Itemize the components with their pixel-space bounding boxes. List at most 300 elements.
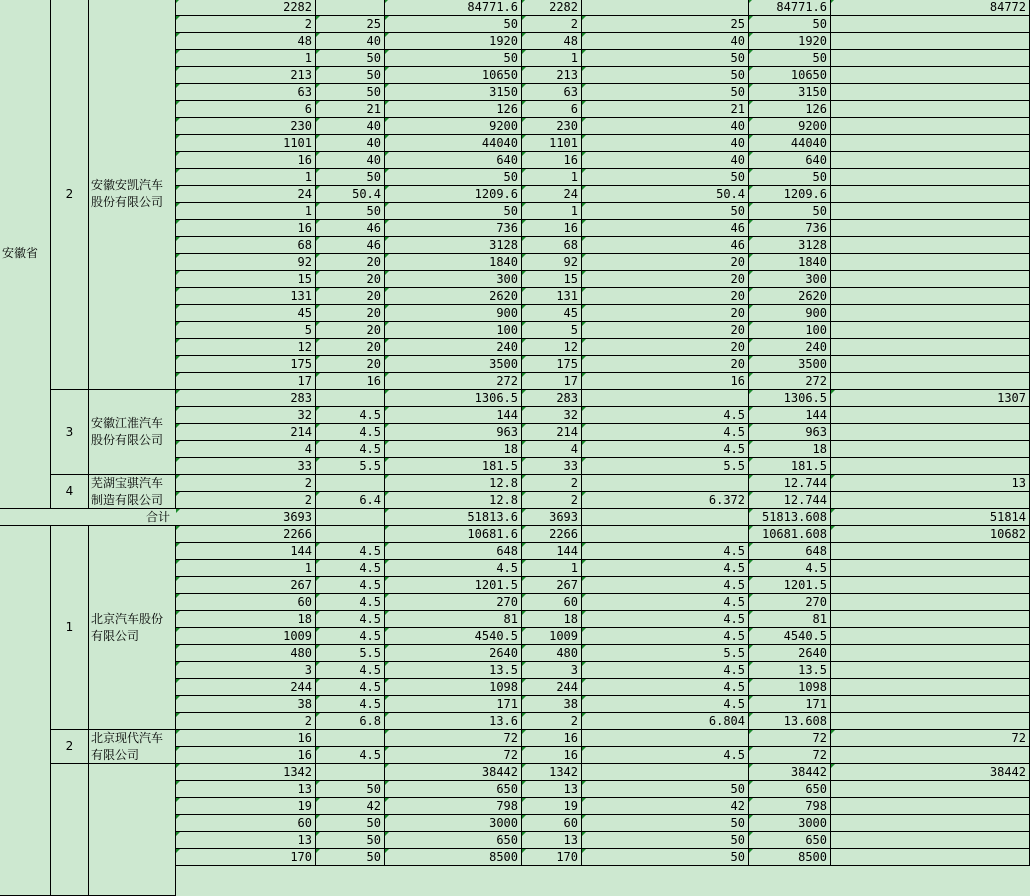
data-cell[interactable]: 48 [522,33,582,50]
subtotal-cell[interactable] [316,764,385,781]
data-cell[interactable]: 50 [316,815,385,832]
data-cell[interactable]: 6 [176,101,316,118]
data-cell[interactable]: 13.608 [749,713,831,730]
data-cell[interactable]: 300 [749,271,831,288]
data-cell[interactable] [831,152,1030,169]
data-cell[interactable]: 50.4 [582,186,749,203]
data-cell[interactable]: 18 [749,441,831,458]
data-cell[interactable]: 1 [522,203,582,220]
subtotal-cell[interactable] [582,526,749,543]
seq-cell[interactable]: 4 [51,475,89,509]
total-cell-5[interactable] [582,509,749,526]
data-cell[interactable]: 2640 [749,645,831,662]
data-cell[interactable]: 50 [385,203,522,220]
data-cell[interactable]: 12.744 [749,492,831,509]
subtotal-cell[interactable] [316,526,385,543]
data-cell[interactable]: 5.5 [582,458,749,475]
data-cell[interactable]: 270 [385,594,522,611]
data-cell[interactable]: 4.5 [316,441,385,458]
data-cell[interactable]: 175 [176,356,316,373]
data-cell[interactable]: 4.5 [582,594,749,611]
data-cell[interactable]: 63 [522,84,582,101]
data-cell[interactable]: 3 [522,662,582,679]
data-cell[interactable]: 13 [522,832,582,849]
subtotal-cell[interactable]: 1307 [831,390,1030,407]
data-cell[interactable]: 50 [582,50,749,67]
data-cell[interactable] [831,169,1030,186]
data-cell[interactable]: 72 [385,747,522,764]
data-cell[interactable]: 4.5 [582,424,749,441]
data-cell[interactable]: 126 [749,101,831,118]
data-cell[interactable]: 46 [316,237,385,254]
data-cell[interactable]: 4.5 [582,441,749,458]
data-cell[interactable]: 2 [176,713,316,730]
data-cell[interactable] [831,118,1030,135]
data-cell[interactable]: 2 [522,492,582,509]
data-cell[interactable]: 640 [749,152,831,169]
data-cell[interactable]: 736 [749,220,831,237]
subtotal-cell[interactable] [582,390,749,407]
data-cell[interactable]: 175 [522,356,582,373]
data-cell[interactable]: 6.804 [582,713,749,730]
data-cell[interactable]: 4.5 [582,628,749,645]
data-cell[interactable]: 42 [582,798,749,815]
data-cell[interactable] [831,662,1030,679]
subtotal-cell[interactable] [316,475,385,492]
data-cell[interactable]: 4.5 [582,543,749,560]
data-cell[interactable]: 170 [522,849,582,866]
data-cell[interactable]: 18 [522,611,582,628]
data-cell[interactable]: 24 [522,186,582,203]
data-cell[interactable] [831,50,1030,67]
data-cell[interactable]: 68 [522,237,582,254]
company-cell[interactable] [89,764,176,896]
data-cell[interactable] [831,679,1030,696]
subtotal-cell[interactable] [582,475,749,492]
data-cell[interactable]: 3000 [385,815,522,832]
data-cell[interactable] [831,832,1030,849]
data-cell[interactable]: 1 [522,560,582,577]
data-cell[interactable]: 4.5 [316,628,385,645]
data-cell[interactable]: 20 [316,271,385,288]
data-cell[interactable]: 4.5 [316,424,385,441]
data-cell[interactable] [831,713,1030,730]
data-cell[interactable]: 45 [176,305,316,322]
data-cell[interactable]: 50 [316,781,385,798]
data-cell[interactable] [831,305,1030,322]
data-cell[interactable] [831,373,1030,390]
data-cell[interactable]: 6.4 [316,492,385,509]
data-cell[interactable]: 4.5 [582,696,749,713]
data-cell[interactable]: 213 [176,67,316,84]
data-cell[interactable]: 50 [316,832,385,849]
data-cell[interactable]: 18 [385,441,522,458]
data-cell[interactable] [831,458,1030,475]
data-cell[interactable]: 4.5 [582,407,749,424]
data-cell[interactable]: 25 [316,16,385,33]
data-cell[interactable]: 3128 [385,237,522,254]
seq-cell[interactable]: 2 [51,0,89,390]
data-cell[interactable]: 33 [176,458,316,475]
data-cell[interactable]: 4 [522,441,582,458]
data-cell[interactable]: 16 [582,373,749,390]
data-cell[interactable]: 40 [582,152,749,169]
company-cell[interactable]: 北京现代汽车有限公司 [89,730,176,764]
data-cell[interactable]: 1201.5 [385,577,522,594]
data-cell[interactable]: 25 [582,16,749,33]
data-cell[interactable]: 50 [385,50,522,67]
subtotal-cell[interactable]: 38442 [749,764,831,781]
data-cell[interactable]: 10650 [385,67,522,84]
data-cell[interactable]: 144 [385,407,522,424]
data-cell[interactable]: 1098 [749,679,831,696]
data-cell[interactable]: 4 [176,441,316,458]
data-cell[interactable] [831,798,1030,815]
data-cell[interactable]: 1 [176,203,316,220]
subtotal-cell[interactable]: 12.744 [749,475,831,492]
data-cell[interactable]: 20 [582,271,749,288]
data-cell[interactable]: 3150 [385,84,522,101]
data-cell[interactable]: 4.5 [316,696,385,713]
data-cell[interactable]: 20 [316,305,385,322]
subtotal-cell[interactable]: 10682 [831,526,1030,543]
data-cell[interactable]: 46 [582,237,749,254]
data-cell[interactable] [831,611,1030,628]
data-cell[interactable] [831,186,1030,203]
data-cell[interactable]: 4.5 [316,747,385,764]
data-cell[interactable]: 92 [522,254,582,271]
data-cell[interactable]: 4540.5 [749,628,831,645]
data-cell[interactable]: 40 [316,33,385,50]
data-cell[interactable]: 42 [316,798,385,815]
subtotal-cell[interactable]: 1306.5 [385,390,522,407]
data-cell[interactable]: 1209.6 [749,186,831,203]
data-cell[interactable] [831,594,1030,611]
data-cell[interactable] [831,781,1030,798]
data-cell[interactable]: 1009 [176,628,316,645]
data-cell[interactable]: 4.5 [582,679,749,696]
data-cell[interactable] [831,696,1030,713]
data-cell[interactable]: 1101 [522,135,582,152]
subtotal-cell[interactable]: 16 [176,730,316,747]
data-cell[interactable]: 16 [316,373,385,390]
data-cell[interactable]: 1209.6 [385,186,522,203]
data-cell[interactable]: 6.372 [582,492,749,509]
data-cell[interactable]: 50 [582,832,749,849]
data-cell[interactable]: 4.5 [582,577,749,594]
data-cell[interactable]: 12 [522,339,582,356]
data-cell[interactable]: 126 [385,101,522,118]
data-cell[interactable]: 214 [522,424,582,441]
seq-cell[interactable]: 2 [51,730,89,764]
data-cell[interactable]: 144 [749,407,831,424]
subtotal-cell[interactable]: 2 [176,475,316,492]
data-cell[interactable] [831,747,1030,764]
total-label[interactable]: 合计 [0,509,316,526]
data-cell[interactable]: 144 [522,543,582,560]
data-cell[interactable]: 20 [316,356,385,373]
subtotal-cell[interactable]: 2282 [522,0,582,16]
data-cell[interactable]: 1920 [385,33,522,50]
data-cell[interactable]: 3500 [385,356,522,373]
data-cell[interactable]: 8500 [385,849,522,866]
data-cell[interactable] [831,135,1030,152]
data-cell[interactable]: 480 [176,645,316,662]
data-cell[interactable]: 13.6 [385,713,522,730]
data-cell[interactable]: 13 [522,781,582,798]
data-cell[interactable]: 45 [522,305,582,322]
data-cell[interactable]: 2 [522,16,582,33]
data-cell[interactable]: 648 [385,543,522,560]
data-cell[interactable] [831,84,1030,101]
subtotal-cell[interactable] [316,730,385,747]
data-cell[interactable]: 131 [522,288,582,305]
data-cell[interactable] [831,424,1030,441]
data-cell[interactable]: 20 [582,254,749,271]
data-cell[interactable] [831,628,1030,645]
data-cell[interactable]: 736 [385,220,522,237]
total-cell-7[interactable]: 51814 [831,509,1030,526]
subtotal-cell[interactable] [582,764,749,781]
data-cell[interactable]: 13 [176,781,316,798]
data-cell[interactable]: 650 [749,832,831,849]
data-cell[interactable] [831,203,1030,220]
data-cell[interactable]: 24 [176,186,316,203]
data-cell[interactable]: 3 [176,662,316,679]
data-cell[interactable]: 2640 [385,645,522,662]
data-cell[interactable]: 5.5 [582,645,749,662]
data-cell[interactable]: 50 [749,50,831,67]
subtotal-cell[interactable]: 10681.6 [385,526,522,543]
data-cell[interactable]: 4.5 [316,543,385,560]
seq-cell[interactable]: 3 [51,390,89,475]
data-cell[interactable]: 12.8 [385,492,522,509]
data-cell[interactable]: 20 [582,322,749,339]
data-cell[interactable]: 4.5 [316,577,385,594]
data-cell[interactable]: 19 [176,798,316,815]
company-cell[interactable]: 安徽安凯汽车股份有限公司 [89,0,176,390]
data-cell[interactable] [831,101,1030,118]
total-cell-2[interactable] [316,509,385,526]
data-cell[interactable]: 300 [385,271,522,288]
data-cell[interactable]: 5 [176,322,316,339]
data-cell[interactable]: 1 [176,50,316,67]
data-cell[interactable]: 171 [385,696,522,713]
data-cell[interactable] [831,441,1030,458]
subtotal-cell[interactable]: 72 [749,730,831,747]
total-cell-6[interactable]: 51813.608 [749,509,831,526]
data-cell[interactable]: 1 [522,50,582,67]
data-cell[interactable]: 16 [176,220,316,237]
data-cell[interactable]: 50 [316,203,385,220]
data-cell[interactable]: 17 [176,373,316,390]
data-cell[interactable]: 50 [316,67,385,84]
subtotal-cell[interactable]: 38442 [831,764,1030,781]
data-cell[interactable]: 1201.5 [749,577,831,594]
total-cell-3[interactable]: 51813.6 [385,509,522,526]
data-cell[interactable]: 13 [176,832,316,849]
data-cell[interactable]: 81 [385,611,522,628]
data-cell[interactable]: 4.5 [749,560,831,577]
data-cell[interactable]: 63 [176,84,316,101]
data-cell[interactable] [831,339,1030,356]
data-cell[interactable]: 4.5 [582,662,749,679]
subtotal-cell[interactable]: 10681.608 [749,526,831,543]
data-cell[interactable] [831,560,1030,577]
subtotal-cell[interactable]: 16 [522,730,582,747]
data-cell[interactable]: 15 [522,271,582,288]
data-cell[interactable]: 40 [582,33,749,50]
subtotal-cell[interactable]: 38442 [385,764,522,781]
data-cell[interactable]: 9200 [749,118,831,135]
data-cell[interactable]: 244 [522,679,582,696]
data-cell[interactable]: 4.5 [316,407,385,424]
data-cell[interactable]: 230 [522,118,582,135]
subtotal-cell[interactable] [582,730,749,747]
company-cell[interactable]: 北京汽车股份有限公司 [89,526,176,730]
total-cell-1[interactable]: 3693 [176,509,316,526]
data-cell[interactable]: 100 [749,322,831,339]
data-cell[interactable]: 648 [749,543,831,560]
data-cell[interactable]: 40 [316,152,385,169]
data-cell[interactable]: 5.5 [316,645,385,662]
subtotal-cell[interactable]: 1342 [522,764,582,781]
data-cell[interactable] [831,322,1030,339]
data-cell[interactable]: 181.5 [749,458,831,475]
subtotal-cell[interactable] [582,0,749,16]
data-cell[interactable]: 60 [176,594,316,611]
data-cell[interactable]: 16 [522,747,582,764]
data-cell[interactable]: 4.5 [316,611,385,628]
subtotal-cell[interactable] [316,0,385,16]
data-cell[interactable]: 1 [176,169,316,186]
data-cell[interactable]: 40 [316,135,385,152]
data-cell[interactable]: 48 [176,33,316,50]
data-cell[interactable]: 1101 [176,135,316,152]
data-cell[interactable]: 17 [522,373,582,390]
subtotal-cell[interactable]: 2266 [522,526,582,543]
data-cell[interactable]: 3500 [749,356,831,373]
data-cell[interactable]: 4.5 [316,679,385,696]
subtotal-cell[interactable]: 2266 [176,526,316,543]
subtotal-cell[interactable]: 84771.6 [749,0,831,16]
data-cell[interactable]: 50 [582,203,749,220]
province-cell[interactable]: 安徽省 [0,0,51,509]
data-cell[interactable]: 4.5 [385,560,522,577]
data-cell[interactable]: 13.5 [385,662,522,679]
data-cell[interactable]: 72 [749,747,831,764]
data-cell[interactable]: 20 [582,288,749,305]
data-cell[interactable]: 4.5 [316,594,385,611]
data-cell[interactable]: 44040 [385,135,522,152]
data-cell[interactable]: 32 [522,407,582,424]
data-cell[interactable]: 798 [385,798,522,815]
data-cell[interactable]: 6.8 [316,713,385,730]
data-cell[interactable]: 240 [749,339,831,356]
data-cell[interactable] [831,254,1030,271]
data-cell[interactable]: 50 [385,169,522,186]
data-cell[interactable]: 4.5 [582,611,749,628]
data-cell[interactable]: 50 [582,84,749,101]
data-cell[interactable]: 40 [582,118,749,135]
data-cell[interactable]: 16 [176,152,316,169]
data-cell[interactable]: 20 [316,339,385,356]
data-cell[interactable]: 21 [582,101,749,118]
data-cell[interactable]: 230 [176,118,316,135]
data-cell[interactable]: 50 [749,16,831,33]
data-cell[interactable]: 12 [176,339,316,356]
data-cell[interactable]: 46 [582,220,749,237]
data-cell[interactable]: 15 [176,271,316,288]
data-cell[interactable]: 50 [582,781,749,798]
subtotal-cell[interactable]: 84772 [831,0,1030,16]
data-cell[interactable]: 20 [316,254,385,271]
data-cell[interactable]: 21 [316,101,385,118]
data-cell[interactable]: 267 [176,577,316,594]
data-cell[interactable]: 50 [385,16,522,33]
data-cell[interactable]: 240 [385,339,522,356]
data-cell[interactable]: 963 [749,424,831,441]
data-cell[interactable]: 50 [582,849,749,866]
data-cell[interactable]: 214 [176,424,316,441]
data-cell[interactable] [831,543,1030,560]
data-cell[interactable]: 2620 [385,288,522,305]
subtotal-cell[interactable]: 1342 [176,764,316,781]
data-cell[interactable]: 16 [522,220,582,237]
data-cell[interactable]: 38 [176,696,316,713]
data-cell[interactable] [831,16,1030,33]
data-cell[interactable]: 1 [176,560,316,577]
subtotal-cell[interactable]: 72 [831,730,1030,747]
data-cell[interactable]: 1840 [749,254,831,271]
data-cell[interactable]: 5 [522,322,582,339]
data-cell[interactable] [831,492,1030,509]
data-cell[interactable]: 3000 [749,815,831,832]
company-cell[interactable]: 芜湖宝骐汽车制造有限公司 [89,475,176,509]
data-cell[interactable]: 50 [582,67,749,84]
data-cell[interactable]: 60 [522,815,582,832]
subtotal-cell[interactable]: 2282 [176,0,316,16]
data-cell[interactable] [831,356,1030,373]
data-cell[interactable]: 270 [749,594,831,611]
data-cell[interactable]: 50 [749,203,831,220]
data-cell[interactable]: 4.5 [582,560,749,577]
data-cell[interactable]: 8500 [749,849,831,866]
data-cell[interactable] [831,237,1030,254]
data-cell[interactable]: 40 [582,135,749,152]
subtotal-cell[interactable]: 1306.5 [749,390,831,407]
data-cell[interactable]: 171 [749,696,831,713]
data-cell[interactable]: 5.5 [316,458,385,475]
data-cell[interactable]: 50 [316,50,385,67]
data-cell[interactable]: 2 [522,713,582,730]
data-cell[interactable]: 68 [176,237,316,254]
data-cell[interactable]: 92 [176,254,316,271]
data-cell[interactable]: 272 [749,373,831,390]
subtotal-cell[interactable]: 2 [522,475,582,492]
subtotal-cell[interactable]: 84771.6 [385,0,522,16]
data-cell[interactable] [831,645,1030,662]
data-cell[interactable]: 20 [316,322,385,339]
data-cell[interactable]: 650 [749,781,831,798]
data-cell[interactable]: 4.5 [582,747,749,764]
data-cell[interactable]: 20 [582,356,749,373]
data-cell[interactable]: 650 [385,832,522,849]
data-cell[interactable]: 1098 [385,679,522,696]
data-cell[interactable] [831,407,1030,424]
data-cell[interactable]: 3128 [749,237,831,254]
data-cell[interactable]: 50 [582,169,749,186]
